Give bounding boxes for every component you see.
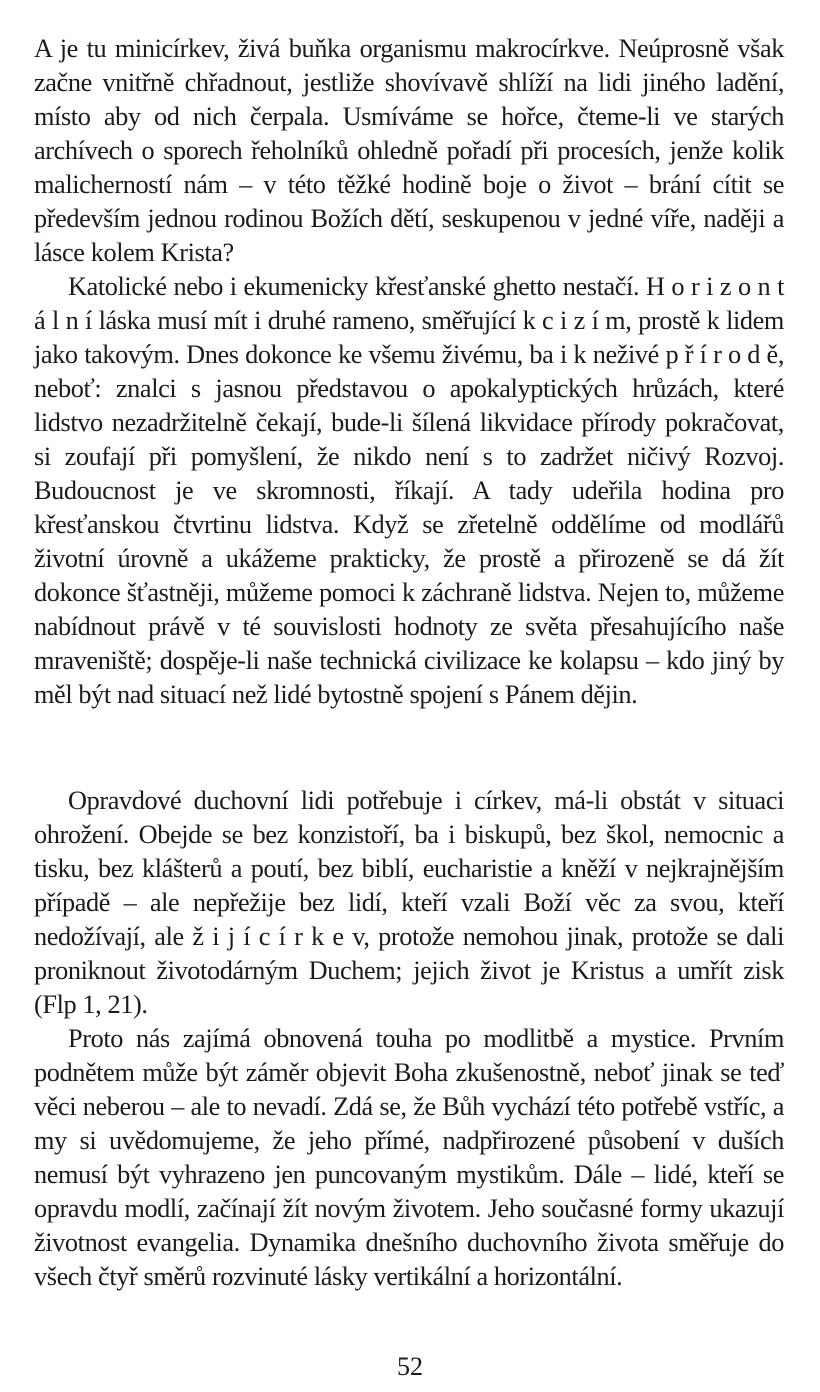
paragraph: Opravdové duchovní lidi potřebuje i církev, má-li obstát v situaci ohrožení. Obejde se bez konzistoří, ba i biskupů, bez škol, nemocnic a tisku, bez klášterů a poutí, bez biblí, eucharistie a kněží v nejkrajnějším případě – ale nepřežije bez lidí, kteří vzali Boží věc za svou, kteří nedožívají, ale ž i j í c í r k e v, protože nemohou jinak, protože se dali proniknout životodárným Duchem; jejich život je Kristus a umřít zisk (Flp 1, 21). (34, 786, 784, 1019)
text-section-1 (34, 32, 784, 712)
paragraph: Katolické nebo i ekumenicky křesťanské ghetto nestačí. H o r i z o n t á l n í láska musí mít i druhé rameno, směřující k c i z í m, prostě k lidem jako takovým. Dnes dokonce ke všemu živému, ba i k neživé p ř í r o d ě, neboť: znalci s jasnou představou o apokalyptických hrůzách, které lidstvo nezadržitelně čekají, bude-li šílená likvidace přírody pokračovat, si zoufají při pomyšlení, že nikdo není s to zadržet ničivý Rozvoj. Budoucnost je ve skromnosti, říkají. A tady udeřila hodina pro křesťanskou čtvrtinu lidstva. Když se zřetelně oddělíme od modlářů životní úrovně a ukážeme prakticky, že prostě a přirozeně se dá žít dokonce šťastněji, můžeme pomoci k záchraně lidstva. Nejen to, můžeme nabídnout právě v té souvislosti hodnoty ze světa přesahujícího naše mraveniště; dospěje-li naše technická civilizace ke kolapsu – kdo jiný by měl být nad situací než lidé bytostně spojení s Pánem dějin. (34, 272, 784, 709)
page-number: 52 (397, 1352, 423, 1381)
paragraph: A je tu minicírkev, živá buňka organismu makrocírkve. Neúprosně však začne vnitřně chřadnout, jestliže shovívavě shlíží na lidi jiného ladění, místo aby od nich čerpala. Usmíváme se hořce, čteme-li ve starých archívech o sporech řeholníků ohledně pořadí při procesích, jenže kolik malicherností nám – v této těžké hodině boje o život – brání cítit se především jednou rodinou Božích dětí, seskupenou v jedné víře, naději a lásce kolem Krista? (34, 34, 784, 267)
text-section-2 (34, 784, 784, 1294)
paragraph: Proto nás zajímá obnovená touha po modlitbě a mystice. Prvním podnětem může být záměr objevit Boha zkušenostně, neboť jinak se teď věci neberou – ale to nevadí. Zdá se, že Bůh vychází této potřebě vstříc, a my si uvědomujeme, že jeho přímé, nadpřirozené působení v duších nemusí být vyhrazeno jen puncovaným mystikům. Dále – lidé, kteří se opravdu modlí, začínají žít novým životem. Jeho současné formy ukazují životnost evangelia. Dynamika dnešního duchovního života směřuje do všech čtyř směrů rozvinuté lásky vertikální a horizontální. (34, 1024, 784, 1291)
